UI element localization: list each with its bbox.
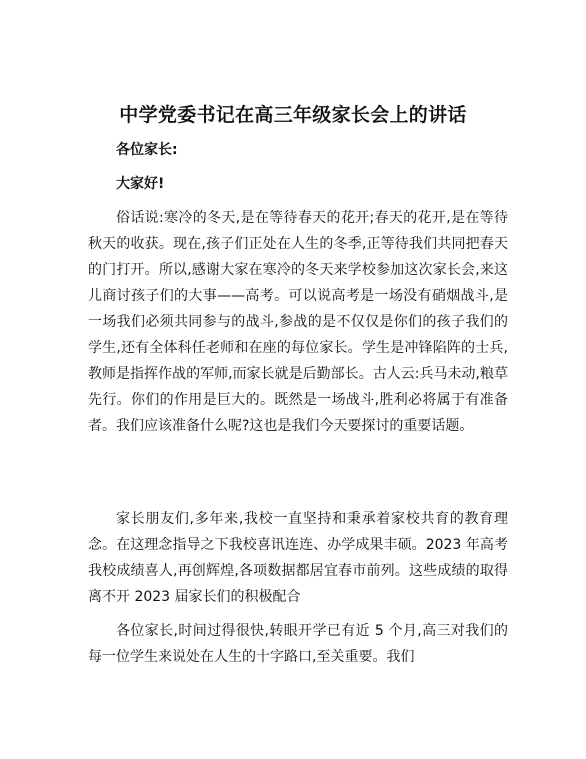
- paragraph-3: 各位家长,时间过得很快,转眼开学已有近 5 个月,高三对我们的每一位学生来说处在人生的十字路口,至关重要。我们: [88, 623, 508, 665]
- greeting: 大家好!: [116, 176, 165, 192]
- paragraph-1: 俗话说:寒冷的冬天,是在等待春天的花开;春天的花开,是在等待秋天的收获。现在,孩子们正处在人生的冬季,正等待我们共同把春天的门打开。所以,感谢大家在寒冷的冬天来学校参加这次家长会,来这儿商讨孩子们的大事——高考。可以说高考是一场没有硝烟战斗,是一场我们必须共同参与的战斗,参战的是不仅仅是你们的孩子我们的学生,还有全体科任老师和在座的每位家长。学生是冲锋陷阵的士兵,教师是指挥作战的军师,而家长就是后勤部长。古人云:兵马未动,粮草先行。你们的作用是巨大的。既然是一场战斗,胜利必将属于有准备者。我们应该准备什么呢?这也是我们今天要探讨的重要话题。: [88, 210, 508, 434]
- document-title: 中学党委书记在高三年级家长会上的讲话: [119, 104, 467, 126]
- paragraph-2: 家长朋友们,多年来,我校一直坚持和秉承着家校共育的教育理念。在这理念指导之下我校喜讯连连、办学成果丰硕。2023 年高考我校成绩喜人,再创辉煌,各项数据都居宜春市前列。这些成绩的取得离不开 2023 届家长们的积极配合: [88, 511, 508, 605]
- salutation: 各位家长:: [116, 142, 178, 158]
